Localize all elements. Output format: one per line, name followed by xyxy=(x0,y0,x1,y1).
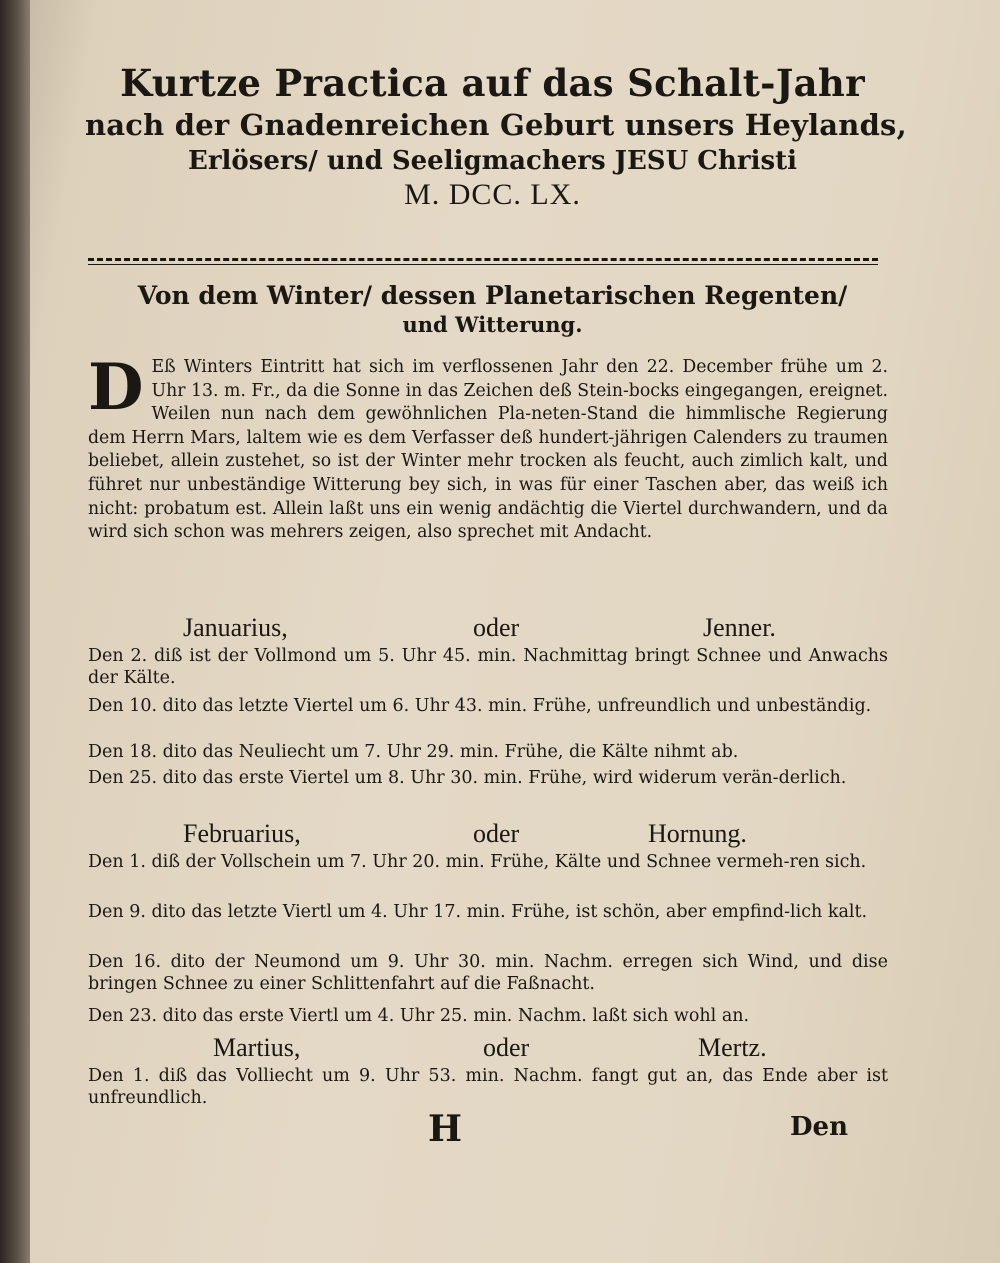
title-year: M. DCC. LX. xyxy=(404,178,581,211)
entry-january-3: Den 18. dito das Neuliecht um 7. Uhr 29. min. Frühe, die Kälte nihmt ab. xyxy=(88,742,739,762)
entry-january-4: Den 25. dito das erste Viertel um 8. Uhr 30. min. Frühe, wird widerum verän-derlich. xyxy=(88,768,847,788)
entry-january-1: Den 2. diß ist der Vollmond um 5. Uhr 45. min. Nachmittag bringt Schnee und Anwachs der Kälte. xyxy=(88,646,888,688)
entry-march-1: Den 1. diß das Volliecht um 9. Uhr 53. min. Nachm. fangt gut an, das Ende aber ist unfreundlich. xyxy=(88,1066,888,1108)
ornamental-rule-thin xyxy=(88,264,878,265)
title-line-2: nach der Gnadenreichen Geburt unsers Heylands, xyxy=(85,108,907,142)
month-oder: oder xyxy=(473,613,520,642)
month-alt-name: Mertz. xyxy=(698,1033,767,1062)
entry-february-3: Den 16. dito der Neumond um 9. Uhr 30. min. Nachm. erregen sich Wind, und dise bringen Schnee zu einer Schlittenfahrt auf die Faßnacht. xyxy=(88,952,888,994)
section-heading xyxy=(85,280,900,338)
title-block xyxy=(85,60,907,212)
section-heading-line-1: Von dem Winter/ dessen Planetarischen Regenten/ xyxy=(137,281,848,310)
month-name: Martius, xyxy=(213,1033,301,1062)
month-oder: oder xyxy=(483,1033,530,1062)
book-spine-edge xyxy=(0,0,30,1263)
document-page xyxy=(30,0,1000,1263)
entry-february-1: Den 1. diß der Vollschein um 7. Uhr 20. min. Frühe, Kälte und Schnee vermeh-ren sich. xyxy=(88,852,867,872)
intro-text: Eß Winters Eintritt hat sich im verflossenen Jahr den 22. December frühe um 2. Uhr 13. m. Fr., da die Sonne in das Zeichen deß Stein-bocks eingegangen, ereignet. Weilen nun nach dem gewöhnlichen Pla-neten-Stand die himmlische Regierung dem Herrn Mars, laltem wie es dem Verfasser deß hundert-jährigen Calenders zu traumen beliebet, allein zustehet, so ist der Winter mehr trocken als feucht, auch zimlich kalt, und führet nur unbeständige Witterung bey sich, in was für einer Taschen aber, das weiß ich nicht: probatum est. Allein laßt uns ein wenig andächtig die Viertel durchwandern, und da wird sich schon was mehrers zeigen, also sprechet mit Andacht. xyxy=(88,357,888,543)
month-alt-name: Hornung. xyxy=(648,819,747,848)
month-oder: oder xyxy=(473,819,520,848)
catchword: Den xyxy=(790,1112,848,1142)
month-alt-name: Jenner. xyxy=(703,613,776,642)
title-line-1: Kurtze Practica auf das Schalt-Jahr xyxy=(120,61,865,105)
month-name: Januarius, xyxy=(183,613,288,642)
entry-february-4: Den 23. dito das erste Viertl um 4. Uhr 25. min. Nachm. laßt sich wohl an. xyxy=(88,1006,750,1026)
drop-cap: D xyxy=(88,350,144,425)
title-line-3: Erlösers/ und Seeligmachers JESU Christi xyxy=(188,146,797,176)
ornamental-rule xyxy=(88,258,878,261)
section-heading-line-2: und Witterung. xyxy=(402,312,583,337)
month-name: Februarius, xyxy=(183,819,301,848)
entry-february-2: Den 9. dito das letzte Viertl um 4. Uhr 17. min. Frühe, ist schön, aber empfind-lich kalt. xyxy=(88,902,868,922)
signature-mark: H xyxy=(428,1108,463,1150)
intro-paragraph xyxy=(88,350,888,545)
entry-january-2: Den 10. dito das letzte Viertel um 6. Uhr 43. min. Frühe, unfreundlich und unbeständig. xyxy=(88,696,872,716)
